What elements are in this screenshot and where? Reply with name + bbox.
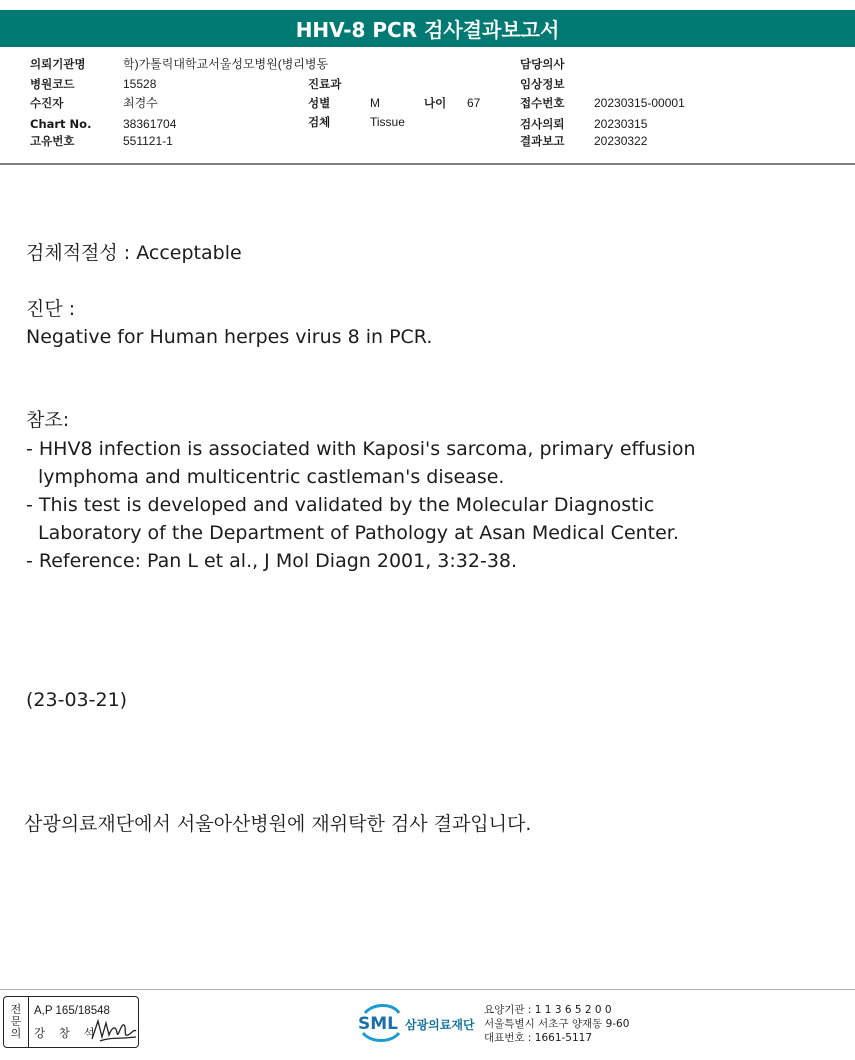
reference-item: - HHV8 infection is associated with Kaposi's sarcoma, primary effusion (26, 438, 696, 460)
header-value-report-date: 20230322 (594, 134, 648, 148)
header-label: 수진자 (30, 96, 64, 110)
reference-item-cont: Laboratory of the Department of Pathology at Asan Medical Center. (38, 522, 679, 544)
header-value-request-date: 20230315 (594, 117, 648, 131)
header-value-specimen: Tissue (370, 115, 405, 129)
reference-list (26, 435, 696, 575)
pathologist-stamp (3, 996, 139, 1048)
header-value-age: 67 (467, 96, 481, 110)
header-label-specimen: 검체 (308, 115, 331, 129)
header-label: 병원코드 (30, 77, 75, 91)
report-title: HHV-8 PCR 검사결과보고서 (0, 10, 855, 47)
footer-divider (0, 989, 855, 990)
stamp-side-label (4, 997, 29, 1047)
header-row-hospital-code (30, 77, 74, 91)
reference-item-cont: lymphoma and multicentric castleman's disease. (38, 466, 505, 488)
header-value-hospital-code: 15528 (123, 77, 157, 91)
header-row-chart-no (30, 117, 91, 131)
reference-label: 참조: (26, 409, 70, 431)
header-row-institution (30, 57, 86, 71)
header-label-receipt-no: 접수번호 (520, 96, 565, 110)
diagnosis-text: Negative for Human herpes virus 8 in PCR. (26, 326, 433, 348)
org-info-line: 서울특별시 서초구 양재동 9-60 (484, 1018, 630, 1030)
signature-icon (90, 1015, 138, 1045)
header-value-patient: 최경수 (123, 96, 158, 110)
header-label-sex: 성별 (308, 96, 331, 110)
header-label: 고유번호 (30, 134, 75, 148)
reference-item: - Reference: Pan L et al., J Mol Diagn 2001, 3:32-38. (26, 550, 518, 572)
header-value-unique-no: 551121-1 (123, 134, 173, 148)
header-label-doctor: 담당의사 (520, 57, 565, 71)
sml-logo-text: SML (358, 1014, 398, 1034)
header-label-report-date: 결과보고 (520, 134, 565, 148)
outsourcing-note: 삼광의료재단에서 서울아산병원에 재위탁한 검사 결과입니다. (24, 813, 532, 835)
org-info (484, 1003, 629, 1045)
stamp-char: 전 (10, 1003, 22, 1016)
header-label-age: 나이 (424, 96, 447, 110)
reference-item: - This test is developed and validated by the Molecular Diagnostic (26, 494, 655, 516)
header-label-request-date: 검사의뢰 (520, 117, 565, 131)
header-value-sex: M (370, 96, 380, 110)
header-row-unique-no (30, 134, 74, 148)
header-row-patient (30, 96, 63, 110)
org-info-line: 대표번호 : 1661-5117 (484, 1032, 593, 1044)
report-date: (23-03-21) (26, 689, 128, 711)
stamp-char: 문 (10, 1015, 22, 1028)
header-label: Chart No. (30, 117, 92, 131)
header-value-receipt-no: 20230315-00001 (594, 96, 685, 110)
header-divider (0, 163, 855, 165)
header-label-clinical-info: 임상정보 (520, 77, 565, 91)
stamp-pathologist-name: 강 창 석 (34, 1026, 100, 1040)
header-label: 의뢰기관명 (30, 57, 86, 71)
header-value-institution: 학)가톨릭대학교서울성모병원(병리병동 (123, 57, 329, 71)
stamp-char: 의 (10, 1027, 22, 1040)
header-value-chart-no: 38361704 (123, 117, 177, 131)
diagnosis-label: 진단 : (26, 298, 76, 320)
org-name: 삼광의료재단 (405, 1018, 475, 1032)
org-info-line: 요양기관 : 1 1 3 6 5 2 0 0 (484, 1004, 612, 1016)
header-label-department: 진료과 (308, 77, 342, 91)
specimen-adequacy: 검체적절성 : Acceptable (26, 242, 242, 264)
stamp-license-no: A,P 165/18548 (34, 1005, 110, 1017)
